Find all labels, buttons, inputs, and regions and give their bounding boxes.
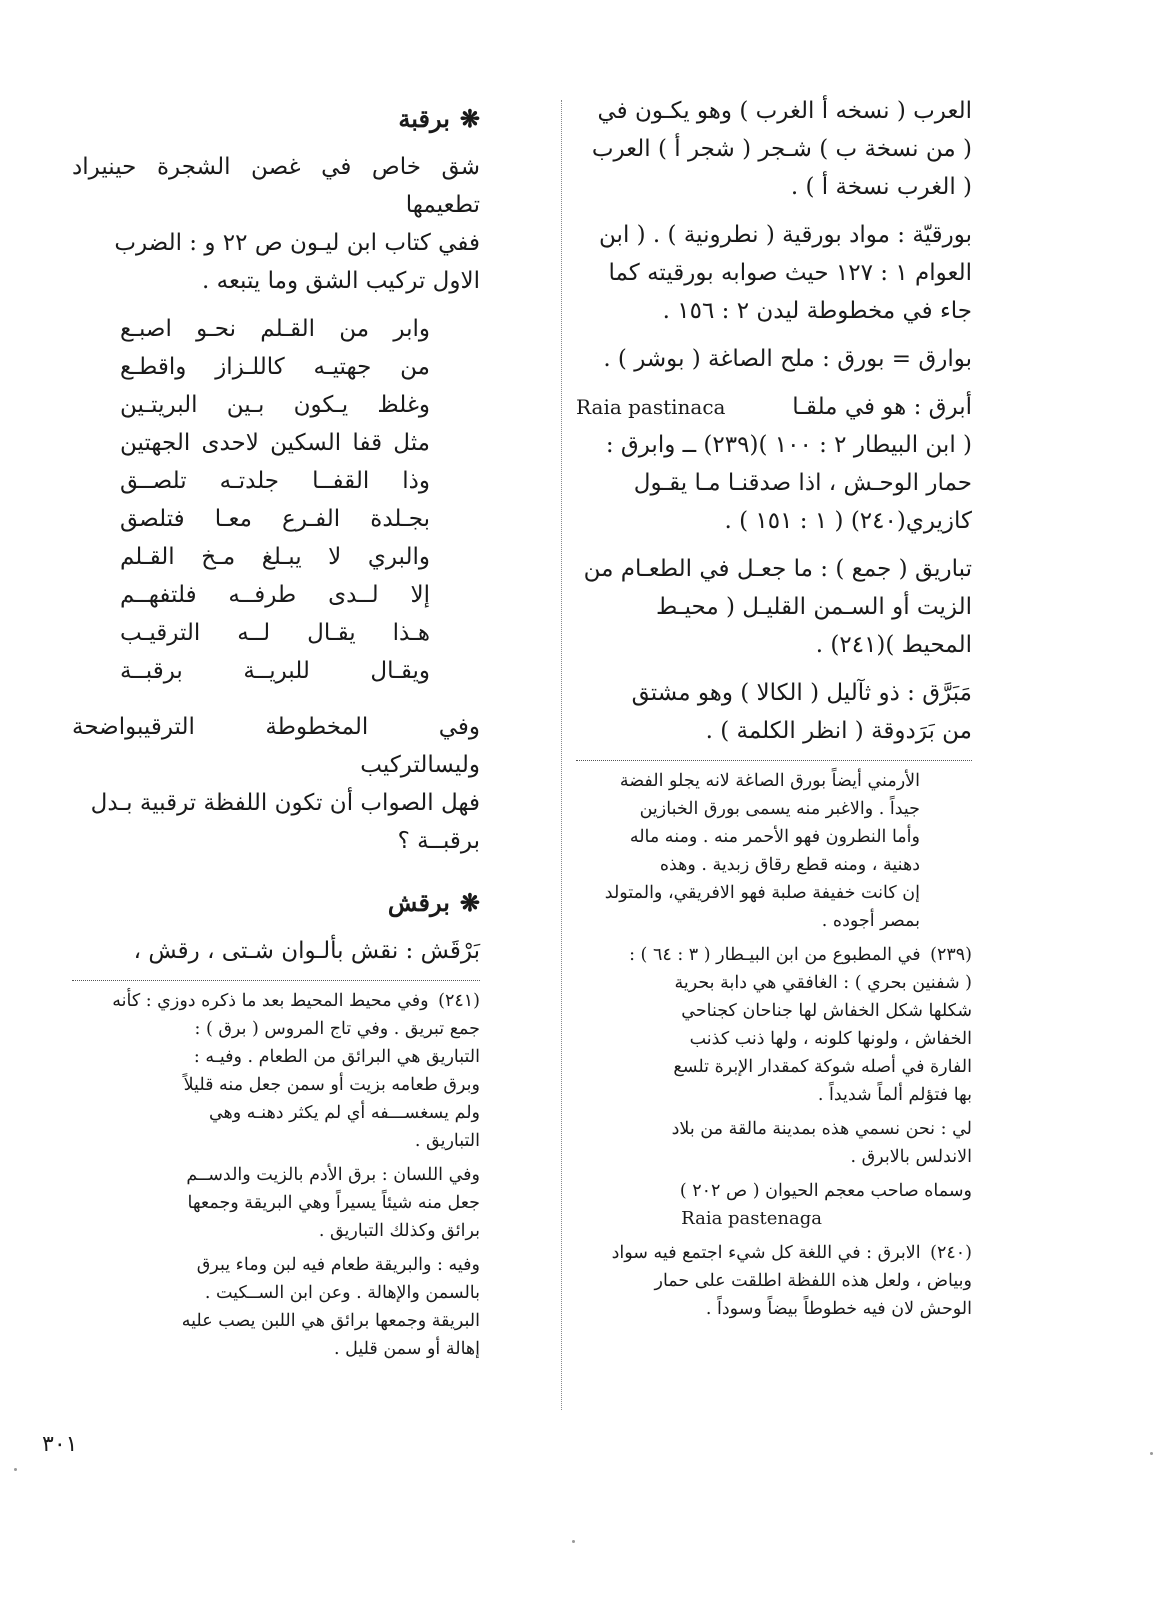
section-heading-barqaba: ❋برقبة xyxy=(398,104,480,133)
poem-line: وذا القفــا جلدتـه تلصــق xyxy=(120,468,430,494)
poem-line: وغلظ يـكون بـين البريتـين xyxy=(120,392,430,418)
latin-name: Raia pastinaca xyxy=(576,395,726,419)
poem-line: والبري لا يبـلغ مـخ القـلم xyxy=(120,544,430,570)
entry-line: كازيري(٢٤٠) ( ١ : ١٥١ ) . xyxy=(724,508,972,534)
entry-line: الزيت أو السـمن القليـل ( محيـط xyxy=(656,594,972,620)
footnote-paragraph: وفيه : والبريقة طعام فيه لبن وماء يبرق بالسمن والإهالة . وعن ابن الســكيت . البريقة وجمعها برائق هي اللبن يصب عليه إهالة أو سمن قليل . xyxy=(181,1255,480,1359)
entry-barqash xyxy=(72,932,480,970)
entry-line: العوام ١ : ١٢٧ حيث صوابه بورقيته كما xyxy=(608,260,972,286)
column-separator xyxy=(561,100,562,1410)
entry-barqaba-note xyxy=(72,708,480,860)
entry-line: ( من نسخة ب ) شـجر ( شجر أ ) العرب xyxy=(591,136,972,162)
entry-al-arab xyxy=(576,92,972,206)
scan-speck xyxy=(1150,1452,1153,1455)
footnote-paragraph: وسماه صاحب معجم الحيوان ( ص ٢٠٢ ) Raia pastenaga xyxy=(576,1177,972,1233)
entry-buraqiyya xyxy=(576,216,972,330)
entry-abraq xyxy=(576,388,972,540)
entry-headline xyxy=(576,388,972,426)
entry-line: الاول تركيب الشق وما يتبعه . xyxy=(202,268,480,294)
entry-term: أبرق : هو في ملقـا xyxy=(792,394,972,420)
poem-line: مثل قفا السكين لاحدى الجهتين xyxy=(120,430,430,456)
entry-line: ( الغرب نسخة أ ) . xyxy=(790,174,972,200)
footnote-number: (٢٣٩) xyxy=(930,945,972,965)
entry-line: من بَرَدوقة ( انظر الكلمة ) . xyxy=(705,718,972,744)
poem-line: وابر من القـلم نحـو اصبـع xyxy=(120,316,430,342)
footnote-paragraph: (٢٤١) وفي محيط المحيط بعد ما ذكره دوزي : كأنه جمع تبريق . وفي تاج المروس ( برق ) : التباريق هي البرائق من الطعام . وفيـه : وبرق طعامه بزيت أو سمن جعل منه قليلاً ولم يسغســـفه أي لم يكثر دهنـه وهي التباريق . xyxy=(72,987,480,1155)
footnote-paragraph: لي : نحن نسمي هذه بمدينة مالقة من بلاد الاندلس بالابرق . xyxy=(671,1119,972,1167)
entry-barqaba-intro xyxy=(72,148,480,300)
footnote-paragraph: (٢٤٠) الابرق : في اللغة كل شيء اجتمع فيه سواد وبياض ، ولعل هذه اللفظة اطلقت على حمار الوحش لان فيه خطوطاً بيضاً وسوداً . xyxy=(576,1239,972,1323)
entry-line: ( ابن البيطار ٢ : ١٠٠ )(٢٣٩) ــ وابرق : xyxy=(605,432,972,458)
scan-speck xyxy=(14,1468,17,1471)
entry-line: مَبَرَّق : ذو ثآليل ( الكالا ) وهو مشتق xyxy=(631,680,972,706)
entry-line: المحيط )(٢٤١) . xyxy=(815,632,972,658)
asterisk-icon: ❋ xyxy=(459,104,480,133)
page-number: ٣٠١ xyxy=(42,1432,78,1457)
entry-line: جاء في مخطوطة ليدن ٢ : ١٥٦ . xyxy=(662,298,972,324)
entry-line: حمار الوحـش ، اذا صدقنـا مـا يقـول xyxy=(633,470,972,496)
poem-line: ويقـال للبريــة برقبــة xyxy=(120,658,430,684)
footnote-number: (٢٤٠) xyxy=(930,1243,972,1263)
footnote-divider xyxy=(72,980,480,981)
section-heading-barqash: ❋برقش xyxy=(387,888,480,917)
poem-line: إلا لــدى طرفــه فلتفهــم xyxy=(120,582,430,608)
entry-line: بورقيّة : مواد بورقية ( نطرونية ) . ( ابن xyxy=(599,222,972,248)
footnote-241 xyxy=(72,987,480,1363)
entry-line: العرب ( نسخه أ الغرب ) وهو يكـون في xyxy=(597,98,972,124)
entry-line: ففي كتاب ابن ليـون ص ٢٢ و : الضرب xyxy=(114,230,480,256)
footnote-240 xyxy=(576,1239,972,1323)
latin-name: Raia pastenaga xyxy=(681,1208,822,1229)
poem-line: من جهتيـه كاللـزاز واقطـع xyxy=(120,354,430,380)
poem-line: بجـلدة الفـرع معـا فتلصق xyxy=(120,506,430,532)
poem xyxy=(120,310,430,690)
entry-tabariq xyxy=(576,550,972,664)
entry-mubarraq xyxy=(576,674,972,750)
footnote-line: الأرمني أيضاً بورق الصاغة لانه يجلو الفضة جيداً . والاغبر منه يسمى بورق الخبازين وأما النطرون فهو الأحمر منه . ومنه ماله دهنية ، ومنه قطع رقاق زبدية . وهذه إن كانت خفيفة صلبة فهو الافريقي، والمتولد بمصر أجوده . xyxy=(604,771,920,931)
left-column xyxy=(72,100,480,1369)
footnote-paragraph: (٢٣٩) في المطبوع من ابن البيـطار ( ٣ : ٦٤ ) : ( شفنين بحري ) : الغافقي هي دابة بحرية شكلها شكل الخفاش لها جناحان كجناحي الخفاش ، ولونها كلونه ، ولها ذنب كذنب الفارة في أصله شوكة كمقدار الإبرة تلسع بها فتؤلم ألماً شديداً . xyxy=(576,941,972,1109)
entry-bawariq xyxy=(576,340,972,378)
entry-line: وفي المخطوطة الترقيبواضحة وليسالتركيب xyxy=(72,714,480,778)
entry-line: فهل الصواب أن تكون اللفظة ترقبية بـدل xyxy=(90,790,480,816)
footnote-divider xyxy=(576,760,972,761)
scan-speck xyxy=(572,1540,575,1543)
entry-line: بَرْقَش : نقش بألـوان شـتى ، رقش ، xyxy=(133,938,480,964)
footnote-239 xyxy=(576,941,972,1233)
footnote-paragraph: وفي اللسان : برق الأدم بالزيت والدســم جعل منه شيئاً يسيراً وهي البريقة وجمعها برائق وكذلك التباريق . xyxy=(186,1165,480,1241)
footnote-continuation xyxy=(576,767,972,935)
entry-line: شق خاص في غصن الشجرة حينيراد تطعيمها xyxy=(72,154,480,218)
entry-line: بوارق = بورق : ملح الصاغة ( بوشر ) . xyxy=(603,346,972,372)
right-column xyxy=(576,92,972,1329)
poem-line: هـذا يقـال لــه الترقيـب xyxy=(120,620,430,646)
entry-line: تباريق ( جمع ) : ما جعـل في الطعـام من xyxy=(583,556,972,582)
asterisk-icon: ❋ xyxy=(459,888,480,917)
footnote-number: (٢٤١) xyxy=(438,991,480,1011)
entry-line: برقبــة ؟ xyxy=(397,828,480,854)
